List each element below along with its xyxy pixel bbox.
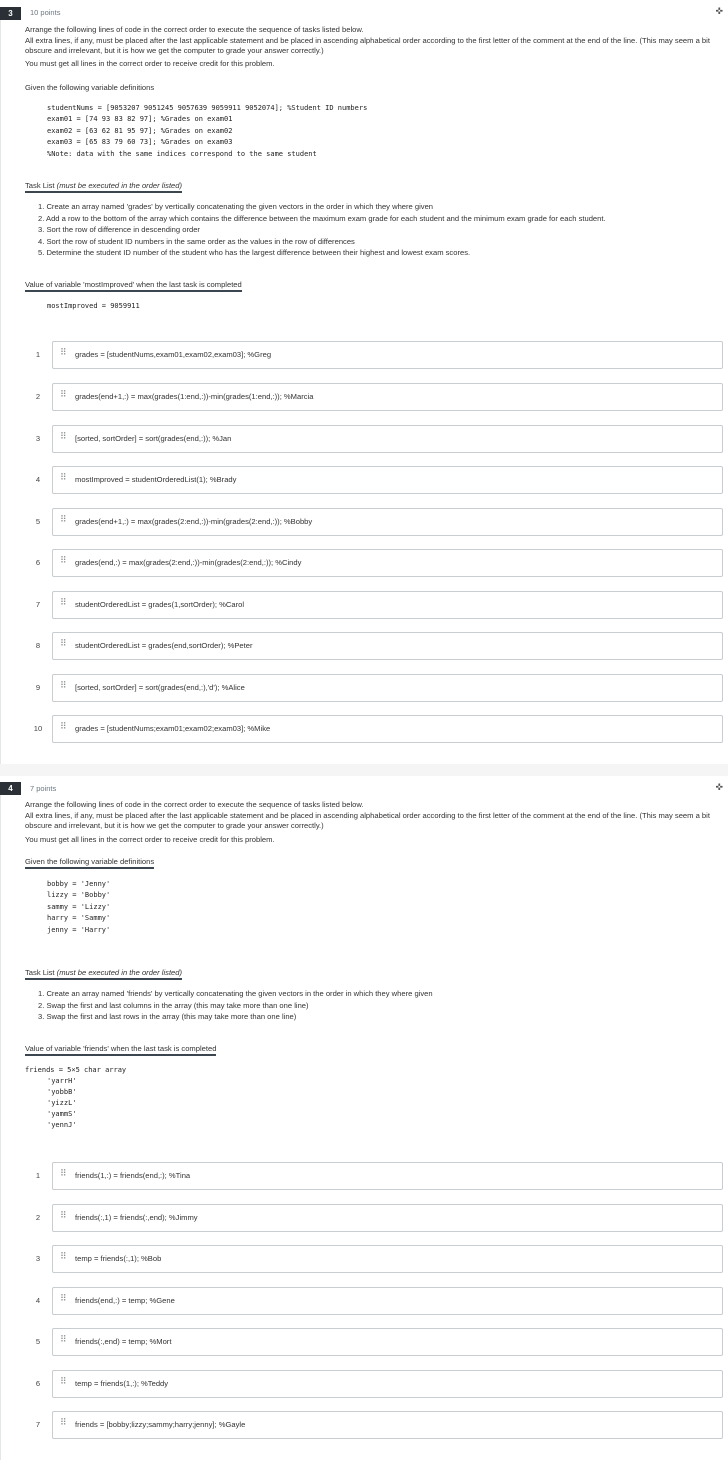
- grip-icon[interactable]: ⠿: [60, 597, 66, 607]
- draggable-code-line[interactable]: [52, 1162, 723, 1190]
- row-number: 6: [35, 1379, 41, 1388]
- question-number: 3: [0, 7, 21, 20]
- code-line-text: friends(:,1) = friends(:,end); %Jimmy: [75, 1213, 198, 1222]
- row-number: 7: [35, 600, 41, 609]
- code-line-text: grades(end+1,:) = max(grades(1:end,:))-min(grades(1:end,:)); %Marcia: [75, 392, 314, 401]
- code-line-text: grades(end+1,:) = max(grades(2:end,:))-min(grades(2:end,:)); %Bobby: [75, 517, 313, 526]
- code-line-text: studentOrderedList = grades(1,sortOrder); %Carol: [75, 600, 245, 609]
- code-line-text: grades = [studentNums;exam01;exam02;exam03]; %Mike: [75, 724, 271, 733]
- code-line-text: [sorted, sortOrder] = sort(grades(end,:)); %Jan: [75, 434, 232, 443]
- task-item: 2. Swap the first and last columns in the array (this may take more than one line): [38, 1000, 309, 1010]
- grip-icon[interactable]: ⠿: [60, 1417, 66, 1427]
- question-divider: [0, 764, 728, 776]
- code-line: exam02 = [63 62 81 95 97]; %Grades on exam02: [47, 127, 233, 135]
- instruction-line: All extra lines, if any, must be placed after the last applicable statement and be placed in ascending alphabetical order according to the first letter of the comment at the end of the line. (This may seem a bit obscure and irrelevant, but it is how we get the computer to grade your answer correctly.): [25, 36, 710, 55]
- task-item: 4. Sort the row of student ID numbers in the same order as the values in the row of differences: [38, 236, 355, 246]
- code-line: harry = 'Sammy': [47, 914, 111, 922]
- instruction-line: All extra lines, if any, must be placed after the last applicable statement and be placed in ascending alphabetical order according to the first letter of the comment at the end of the line. (This may seem a bit obscure and irrelevant, but it is how we get the computer to grade your answer correctly.): [25, 811, 710, 830]
- instruction-line: You must get all lines in the correct order to receive credit for this problem.: [25, 59, 275, 68]
- row-number: 6: [35, 558, 41, 567]
- value-code-row: 'yennJ': [47, 1121, 77, 1129]
- grip-icon[interactable]: ⠿: [60, 555, 66, 565]
- question-4: [0, 776, 728, 1460]
- code-line: lizzy = 'Bobby': [47, 891, 111, 899]
- draggable-code-line[interactable]: [52, 1287, 723, 1315]
- code-line: sammy = 'Lizzy': [47, 903, 111, 911]
- task-item: 1. Create an array named 'grades' by vertically concatenating the given vectors in the order in which they where given: [38, 202, 434, 211]
- code-line-text: friends(end,:) = temp; %Gene: [75, 1296, 175, 1305]
- draggable-code-line[interactable]: [52, 591, 723, 619]
- task-list: [38, 201, 606, 259]
- code-row[interactable]: [25, 674, 723, 702]
- code-line-text: grades = [studentNums,exam01,exam02,exam03]; %Greg: [75, 350, 272, 359]
- draggable-code-line[interactable]: [52, 674, 723, 702]
- draggable-code-line[interactable]: [52, 1204, 723, 1232]
- instruction-line: You must get all lines in the correct order to receive credit for this problem.: [25, 835, 275, 844]
- row-number: 2: [35, 392, 41, 401]
- draggable-code-line[interactable]: [52, 341, 723, 369]
- value-code: mostImproved = 9059911: [47, 302, 140, 310]
- task-item: 5. Determine the student ID number of the student who has the largest difference between their highest and lowest exam scores.: [38, 248, 471, 257]
- draggable-code-line[interactable]: [52, 1411, 723, 1439]
- grip-icon[interactable]: ⠿: [60, 1168, 66, 1178]
- row-number: 3: [35, 1254, 41, 1263]
- code-row[interactable]: [25, 1204, 723, 1232]
- code-row[interactable]: [25, 591, 723, 619]
- pin-icon[interactable]: ✜: [715, 6, 723, 16]
- draggable-code-line[interactable]: [52, 632, 723, 660]
- task-list-label: Task List: [25, 181, 55, 190]
- code-row[interactable]: [25, 1328, 723, 1356]
- grip-icon[interactable]: ⠿: [60, 1210, 66, 1220]
- task-list-heading: [25, 968, 182, 980]
- row-number: 5: [35, 1337, 41, 1346]
- draggable-code-line[interactable]: [52, 1370, 723, 1398]
- row-number: 1: [35, 1171, 41, 1180]
- task-list-heading: [25, 181, 182, 193]
- grip-icon[interactable]: ⠿: [60, 431, 66, 441]
- row-number: 4: [35, 1296, 41, 1305]
- task-item: 1. Create an array named 'friends' by vertically concatenating the given vectors in the order in which they where given: [38, 989, 433, 998]
- code-row[interactable]: [25, 632, 723, 660]
- code-line-text: friends(1,:) = friends(end,:); %Tina: [75, 1171, 191, 1180]
- grip-icon[interactable]: ⠿: [60, 1251, 66, 1261]
- code-line-text: mostImproved = studentOrderedList(1); %Brady: [75, 475, 237, 484]
- grip-icon[interactable]: ⠿: [60, 638, 66, 648]
- code-row[interactable]: [25, 383, 723, 411]
- grip-icon[interactable]: ⠿: [60, 721, 66, 731]
- code-line-text: friends(:,end) = temp; %Mort: [75, 1337, 172, 1346]
- instruction-line: Arrange the following lines of code in the correct order to execute the sequence of tasks listed below.: [25, 800, 364, 809]
- grip-icon[interactable]: ⠿: [60, 1376, 66, 1386]
- question-number: 4: [0, 782, 21, 795]
- task-item: 3. Swap the first and last rows in the array (this may take more than one line): [38, 1012, 297, 1021]
- draggable-code-line[interactable]: [52, 466, 723, 494]
- value-code: friends = 5×5 char array: [25, 1066, 127, 1074]
- draggable-code-line[interactable]: [52, 425, 723, 453]
- question-points: 7 points: [30, 784, 57, 793]
- code-line: %Note: data with the same indices correspond to the same student: [47, 150, 317, 158]
- code-line: exam03 = [65 83 79 60 73]; %Grades on exam03: [47, 138, 233, 146]
- draggable-code-line[interactable]: [52, 383, 723, 411]
- grip-icon[interactable]: ⠿: [60, 1293, 66, 1303]
- code-line-text: temp = friends(1,:); %Teddy: [75, 1379, 169, 1388]
- code-line: bobby = 'Jenny': [47, 880, 111, 888]
- code-line-text: friends = [bobby;lizzy;sammy;harry;jenny]; %Gayle: [75, 1420, 246, 1429]
- task-list: [38, 988, 433, 1023]
- code-line: jenny = 'Harry': [47, 926, 111, 934]
- task-list-label: Task List: [25, 968, 55, 977]
- grip-icon[interactable]: ⠿: [60, 389, 66, 399]
- code-row[interactable]: [25, 715, 723, 743]
- row-number: 9: [35, 683, 41, 692]
- value-code-row: 'yobbB': [47, 1088, 77, 1096]
- grip-icon[interactable]: ⠿: [60, 514, 66, 524]
- draggable-code-line[interactable]: [52, 1245, 723, 1273]
- grip-icon[interactable]: ⠿: [60, 1334, 66, 1344]
- code-row[interactable]: [25, 1245, 723, 1273]
- code-line-text: studentOrderedList = grades(end,sortOrder); %Peter: [75, 641, 253, 650]
- code-line-text: [sorted, sortOrder] = sort(grades(end,:),'d'); %Alice: [75, 683, 245, 692]
- grip-icon[interactable]: ⠿: [60, 472, 66, 482]
- given-label: Given the following variable definitions: [25, 83, 155, 92]
- row-number: 4: [35, 475, 41, 484]
- code-row[interactable]: [25, 1162, 723, 1190]
- row-number: 5: [35, 517, 41, 526]
- task-list-note: (must be executed in the order listed): [56, 181, 183, 190]
- code-line: studentNums = [9053207 9051245 9057639 9059911 9052074]; %Student ID numbers: [47, 104, 368, 112]
- draggable-code-line[interactable]: [52, 549, 723, 577]
- row-number: 1: [35, 350, 41, 359]
- task-item: 2. Add a row to the bottom of the array which contains the difference between the maximum exam grade for each student and the minimum exam grade for each student.: [38, 213, 606, 223]
- value-label: Value of variable 'mostImproved' when the last task is completed: [25, 280, 242, 292]
- code-row[interactable]: [25, 1370, 723, 1398]
- task-list-note: (must be executed in the order listed): [56, 968, 183, 977]
- value-code-row: 'yizzL': [47, 1099, 77, 1107]
- code-row[interactable]: [25, 1287, 723, 1315]
- code-line-text: grades(end,:) = max(grades(2:end,:))-min(grades(2:end,:)); %Cindy: [75, 558, 302, 567]
- draggable-code-line[interactable]: [52, 508, 723, 536]
- value-label: Value of variable 'friends' when the last task is completed: [25, 1044, 216, 1056]
- code-row[interactable]: [25, 1411, 723, 1439]
- pin-icon[interactable]: ✜: [715, 782, 723, 792]
- value-code-row: 'yarrH': [47, 1077, 77, 1085]
- grip-icon[interactable]: ⠿: [60, 347, 66, 357]
- row-number: 10: [33, 724, 43, 733]
- code-row[interactable]: [25, 341, 723, 369]
- row-number: 2: [35, 1213, 41, 1222]
- given-label: Given the following variable definitions: [25, 857, 154, 869]
- task-item: 3. Sort the row of difference in descending order: [38, 225, 200, 234]
- row-number: 7: [35, 1420, 41, 1429]
- value-code-row: 'yammS': [47, 1110, 77, 1118]
- draggable-code-line[interactable]: [52, 1328, 723, 1356]
- question-points: 10 points: [30, 8, 61, 17]
- code-row[interactable]: [25, 508, 723, 536]
- code-line-text: temp = friends(:,1); %Bob: [75, 1254, 162, 1263]
- draggable-code-line[interactable]: [52, 715, 723, 743]
- code-row[interactable]: [25, 466, 723, 494]
- code-line: exam01 = [74 93 83 82 97]; %Grades on exam01: [47, 115, 233, 123]
- grip-icon[interactable]: ⠿: [60, 680, 66, 690]
- code-row[interactable]: [25, 425, 723, 453]
- instruction-line: Arrange the following lines of code in the correct order to execute the sequence of tasks listed below.: [25, 25, 364, 34]
- row-number: 3: [35, 434, 41, 443]
- code-row[interactable]: [25, 549, 723, 577]
- row-number: 8: [35, 641, 41, 650]
